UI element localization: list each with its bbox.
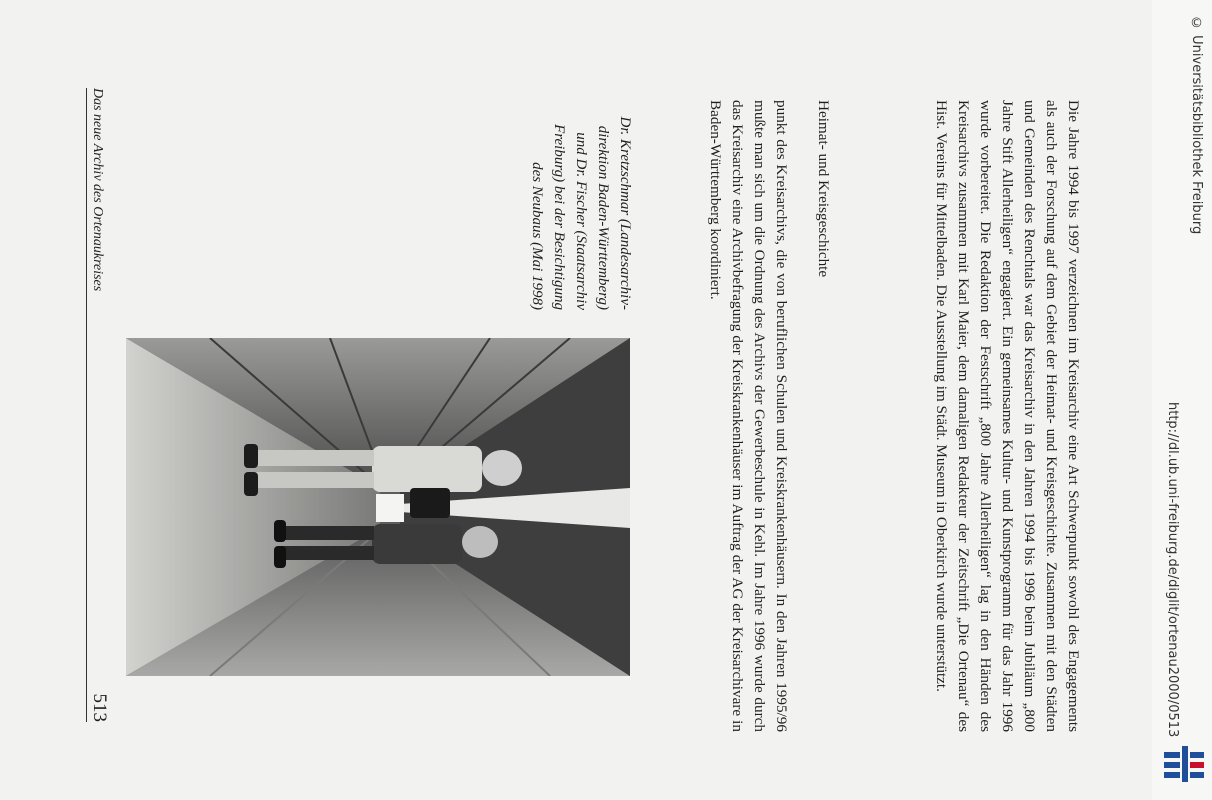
paragraph-text: punkt des Kreisarchivs, die von beruflichen Schulen und Kreiskrankenhäusern. In den Jahren 1995/96 mußte man sich um die Ordnung des Archivs der Gewerbeschule in Kehl. Im Jahre 1996 wurde durch das Kreisarchiv eine Archivbefragung der Kreiskrankenhäuser im Auftrag der AG der Kreisarchivare in Baden-Württemberg koordiniert. [707,100,790,732]
paragraph-text: Die Jahre 1994 bis 1997 verzeichnen im Kreisarchiv eine Art Schwerpunkt sowohl des Engagements als auch der Forschung auf dem Gebiet der Heimat- und Kreisgeschichte. Zusammen mit den Städten und Gemeinden des Renchtals war das Kreisarchiv in den Jahren 1994 bis 1996 beim Jubiläum „800 Jahre Stift Allerheiligen“ engagiert. Ein gemeinsames Kultur- und Kunstprogramm für das Jahr 1996 wurde vorbereitet. Die Redaktion der Festschrift „800 Jahre Allerheiligen“ lag in den Händen des Kreisarchivs zusammen mit Karl Maier, dem damaligen Redakteur der Zeitschrift „Die Ortenau“ des Hist. Vereins für Mittelbaden. Die Ausstellung im Städt. Museum in Oberkirch wurde unterstützt. [933,100,1082,732]
running-head-title: Das neue Archiv des Ortenaukreises [90,88,105,292]
caption-line: Dr. Kretzschmar (Landesarchiv- [617,116,633,310]
caption-line: und Dr. Fischer (Staatsarchiv [573,132,589,310]
photo-caption [526,110,636,310]
body-paragraph-1 [704,100,792,732]
running-head [86,88,110,722]
ub-freiburg-logo-icon [1160,744,1208,784]
section-heading: Heimat- und Kreisgeschichte [815,100,832,278]
photograph-icon [126,338,630,676]
caption-line: direktion Baden-Württemberg) [595,125,611,310]
copyright-notice: © Universitätsbibliothek Freiburg [1189,16,1204,235]
source-url[interactable]: http://dl.ub.uni-freiburg.de/diglit/ortenau2000/0513 [1165,402,1180,738]
corridor-photo [126,338,630,676]
caption-line: Freiburg) bei der Besichtigung [551,124,567,310]
page-number: 513 [89,693,110,722]
caption-line: des Neubaus (Mai 1998) [529,162,545,310]
body-paragraph-2 [930,100,1084,732]
